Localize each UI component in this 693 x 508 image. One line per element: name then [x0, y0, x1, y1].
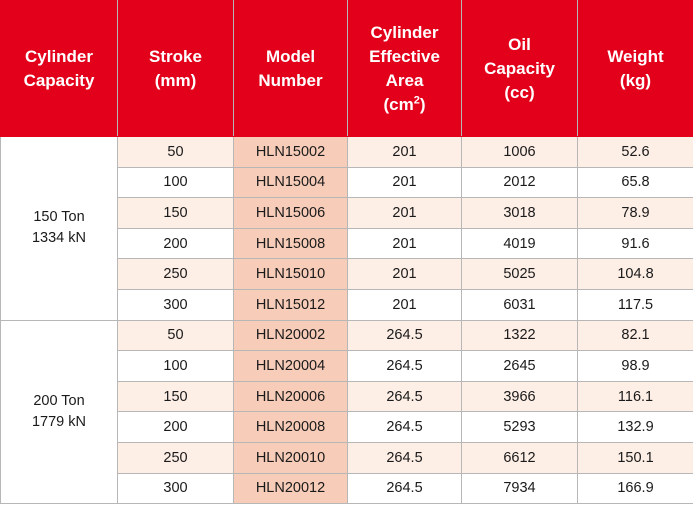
header-text: Stroke: [149, 46, 202, 66]
model-number-cell: HLN15012: [234, 289, 348, 320]
effective-area-cell: 201: [348, 137, 462, 168]
oil-capacity-cell: 7934: [462, 473, 578, 504]
model-number-cell: HLN20004: [234, 351, 348, 382]
model-number-cell: HLN20008: [234, 412, 348, 443]
unit-superscript: 2: [413, 93, 420, 106]
oil-capacity-cell: 4019: [462, 228, 578, 259]
oil-capacity-cell: 6031: [462, 289, 578, 320]
stroke-cell: 200: [118, 412, 234, 443]
oil-capacity-cell: 2012: [462, 167, 578, 198]
oil-capacity-cell: 6612: [462, 442, 578, 473]
model-number-cell: HLN20002: [234, 320, 348, 351]
weight-cell: 150.1: [578, 442, 693, 473]
table-body: [1, 137, 693, 504]
stroke-cell: 250: [118, 259, 234, 290]
model-number-cell: HLN20012: [234, 473, 348, 504]
oil-capacity-cell: 1322: [462, 320, 578, 351]
header-text: Capacity: [23, 70, 95, 90]
header-text: Model: [265, 46, 316, 66]
effective-area-cell: 201: [348, 198, 462, 229]
stroke-cell: 100: [118, 351, 234, 382]
capacity-text: 200 Ton: [33, 392, 85, 409]
table-row: [1, 320, 693, 351]
stroke-cell: 100: [118, 167, 234, 198]
stroke-cell: 250: [118, 442, 234, 473]
model-number-cell: HLN20010: [234, 442, 348, 473]
model-number-cell: HLN15002: [234, 137, 348, 168]
stroke-cell: 300: [118, 289, 234, 320]
header-cylinder-capacity: [1, 1, 118, 137]
effective-area-cell: 201: [348, 167, 462, 198]
header-weight: [578, 1, 693, 137]
weight-cell: 52.6: [578, 137, 693, 168]
header-text: (mm): [154, 70, 197, 90]
header-row: [1, 1, 693, 137]
stroke-cell: 50: [118, 320, 234, 351]
header-area-unit: [352, 93, 457, 117]
header-text: (cc): [504, 82, 535, 102]
unit-open: (cm: [383, 94, 414, 114]
weight-cell: 82.1: [578, 320, 693, 351]
effective-area-cell: 264.5: [348, 320, 462, 351]
stroke-cell: 50: [118, 137, 234, 168]
oil-capacity-cell: 5293: [462, 412, 578, 443]
weight-cell: 65.8: [578, 167, 693, 198]
stroke-cell: 300: [118, 473, 234, 504]
header-text: Oil: [508, 34, 531, 54]
cylinder-capacity-cell: [1, 320, 118, 504]
weight-cell: 104.8: [578, 259, 693, 290]
weight-cell: 132.9: [578, 412, 693, 443]
oil-capacity-cell: 3966: [462, 381, 578, 412]
header-text: (kg): [619, 70, 652, 90]
model-number-cell: HLN15010: [234, 259, 348, 290]
header-text: Weight: [607, 46, 664, 66]
weight-cell: 78.9: [578, 198, 693, 229]
effective-area-cell: 264.5: [348, 412, 462, 443]
weight-cell: 116.1: [578, 381, 693, 412]
cylinder-capacity-cell: [1, 137, 118, 321]
header-text: Cylinder: [24, 46, 94, 66]
effective-area-cell: 201: [348, 228, 462, 259]
stroke-cell: 200: [118, 228, 234, 259]
effective-area-cell: 264.5: [348, 381, 462, 412]
effective-area-cell: 201: [348, 289, 462, 320]
header-model-number: [234, 1, 348, 137]
model-number-cell: HLN15004: [234, 167, 348, 198]
effective-area-cell: 201: [348, 259, 462, 290]
effective-area-cell: 264.5: [348, 473, 462, 504]
capacity-text: 1779 kN: [31, 413, 86, 430]
capacity-text: 150 Ton: [33, 209, 85, 226]
effective-area-cell: 264.5: [348, 442, 462, 473]
oil-capacity-cell: 2645: [462, 351, 578, 382]
weight-cell: 91.6: [578, 228, 693, 259]
stroke-cell: 150: [118, 381, 234, 412]
unit-close: ): [419, 94, 426, 114]
oil-capacity-cell: 3018: [462, 198, 578, 229]
header-text: Number: [258, 70, 323, 90]
header-effective-area: [348, 1, 462, 137]
model-number-cell: HLN15008: [234, 228, 348, 259]
header-text: Area: [385, 70, 424, 90]
header-stroke: [118, 1, 234, 137]
effective-area-cell: 264.5: [348, 351, 462, 382]
header-oil-capacity: [462, 1, 578, 137]
weight-cell: 117.5: [578, 289, 693, 320]
capacity-text: 1334 kN: [31, 230, 86, 247]
header-text: Effective: [369, 46, 440, 66]
weight-cell: 98.9: [578, 351, 693, 382]
oil-capacity-cell: 1006: [462, 137, 578, 168]
oil-capacity-cell: 5025: [462, 259, 578, 290]
model-number-cell: HLN15006: [234, 198, 348, 229]
table-row: [1, 137, 693, 168]
weight-cell: 166.9: [578, 473, 693, 504]
model-number-cell: HLN20006: [234, 381, 348, 412]
header-text: Capacity: [484, 58, 555, 78]
header-text: Cylinder: [370, 22, 439, 42]
stroke-cell: 150: [118, 198, 234, 229]
